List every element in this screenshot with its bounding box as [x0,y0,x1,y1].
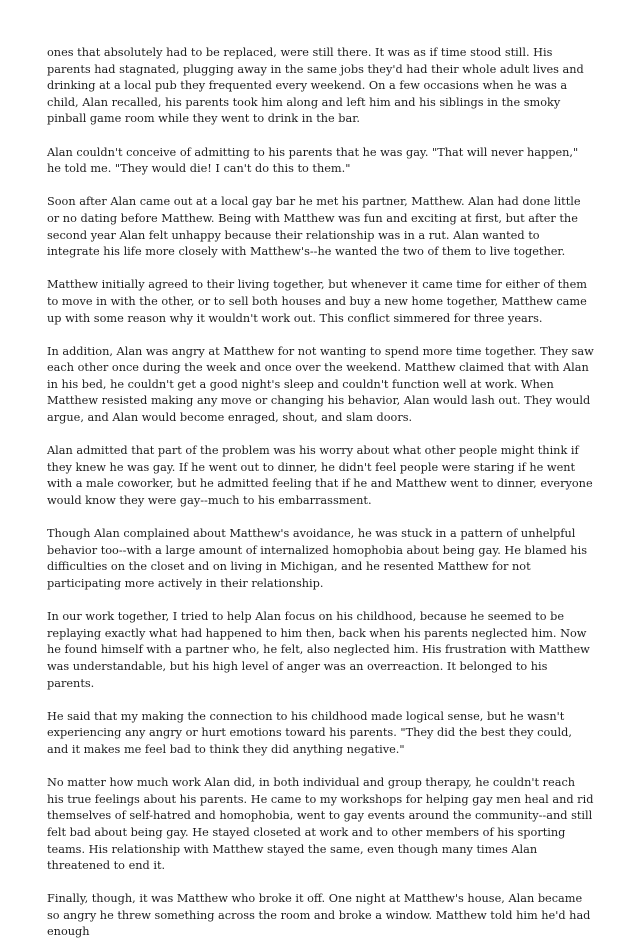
paragraph-8: In our work together, I tried to help Alan focus on his childhood, because he seemed to be replaying exactly what had happened to him then, back when his parents neglected him. Now he found himself with a partner who, he felt, also neglected him. His frustration with Matthew was understandable, but his high level of anger was an overreaction. It belonged to his parents. [47,610,590,690]
paragraph-1: ones that absolutely had to be replaced, were still there. It was as if time stood still. His parents had stagnated, plugging away in the same jobs they'd had their whole adult lives and drinking at a local pub they frequented every weekend. On a few occasions when he was a child, Alan recalled, his parents took him along and left him and his siblings in the smoky pinball game room while they went to drink in the bar. [47,46,584,126]
paragraph-4: Matthew initially agreed to their living together, but whenever it came time for either of them to move in with the other, or to sell both houses and buy a new home together, Matthew came up with some reason why it wouldn't work out. This conflict simmered for three years. [47,278,587,325]
paragraph-5: In addition, Alan was angry at Matthew for not wanting to spend more time together. They saw each other once during the week and once over the weekend. Matthew claimed that with Alan in his bed, he couldn't get a good night's sleep and couldn't function well at work. When Matthew resisted making any move or changing his behavior, Alan would lash out. They would argue, and Alan would become enraged, shout, and slam doors. [47,344,594,425]
paragraph-10: No matter how much work Alan did, in both individual and group therapy, he couldn't reach his true feelings about his parents. He came to my workshops for helping gay men heal and rid themselves of self-hatred and homophobia, went to gay events around the community--and still felt bad about being gay. He stayed closeted at work and to other members of his sporting teams. His relationship with Matthew stayed the same, even though many times Alan threatened to end it. [47,776,594,873]
paragraph-7: Though Alan complained about Matthew's avoidance, he was stuck in a pattern of unhelpful behavior too--with a large amount of internalized homophobia about being gay. He blamed his difficulties on the closet and on living in Michigan, and he resented Matthew for not participating more actively in their relationship. [47,527,587,590]
document-page [47,45,595,941]
paragraph-3: Soon after Alan came out at a local gay bar he met his partner, Matthew. Alan had done little or no dating before Matthew. Being with Matthew was fun and exciting at first, but after the second year Alan felt unhappy because their relationship was in a rut. Alan wanted to integrate his life more closely with Matthew's--he wanted the two of them to live together. [47,195,581,259]
paragraph-6: Alan admitted that part of the problem was his worry about what other people might think if they knew he was gay. If he went out to dinner, he didn't feel people were staring if he went with a male coworker, but he admitted feeling that if he and Matthew went to dinner, everyone would know they were gay--much to his embarrassment. [47,444,593,508]
paragraph-9: He said that my making the connection to his childhood made logical sense, but he wasn't experiencing any angry or hurt emotions toward his parents. "They did the best they could, and it makes me feel bad to think they did anything negative." [47,709,572,756]
paragraph-2: Alan couldn't conceive of admitting to his parents that he was gay. "That will never happen," he told me. "They would die! I can't do this to them." [47,145,579,176]
paragraph-11: Finally, though, it was Matthew who broke it off. One night at Matthew's house, Alan became so angry he threw something across the room and broke a window. Matthew told him he'd had enough [47,892,591,939]
